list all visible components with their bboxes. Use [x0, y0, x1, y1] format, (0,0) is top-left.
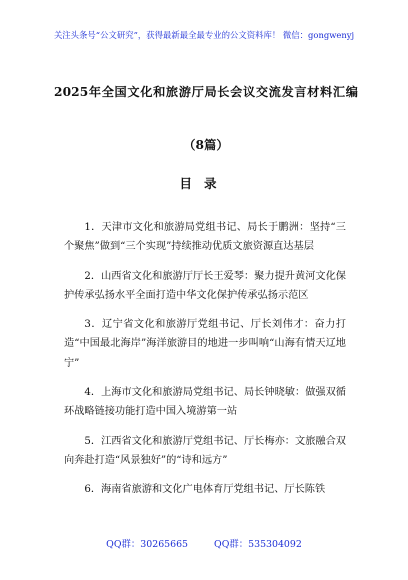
qq-group-1: QQ群：30265665	[106, 539, 189, 550]
table-of-contents	[64, 218, 346, 500]
toc-item-6: 6．海南省旅游和文化广电体育厅党组书记、厅长陈铁	[84, 484, 326, 496]
document-title: 2025年全国文化和旅游厅局长会议交流发言材料汇编（8篇）	[54, 85, 358, 152]
toc-item-1: 1．天津市文化和旅游局党组书记、局长于鹏洲：坚持“三个聚焦”做到“三个实现”持续推动优质文旅资源直达基层	[64, 222, 346, 253]
promo-header-note: 关注头条号“公文研究”，获得最新最全最专业的公文资料库！ 微信：gongwenyj	[53, 30, 355, 40]
toc-item-5: 5．江西省文化和旅游厅党组书记、厅长梅亦：文旅融合双向奔赴打造“风景独好”的“诗和远方”	[64, 435, 346, 466]
qq-group-footer	[0, 536, 408, 550]
qq-group-2: QQ群：535304092	[214, 539, 302, 550]
toc-item-3: 3．辽宁省文化和旅游厅党组书记、厅长刘伟才：奋力打造“中国最北海岸”海洋旅游目的地进一步叫响“山海有情天辽地宁”	[64, 319, 346, 369]
toc-item-4: 4．上海市文化和旅游局党组书记、局长钟晓敏：做强双循环战略链接功能打造中国入境游第一站	[64, 387, 346, 418]
toc-heading: 目录	[179, 176, 229, 191]
toc-item-2: 2．山西省文化和旅游厅厅长王爱琴：聚力提升黄河文化保护传承弘扬水平全面打造中华文化保护传承弘扬示范区	[64, 270, 346, 301]
